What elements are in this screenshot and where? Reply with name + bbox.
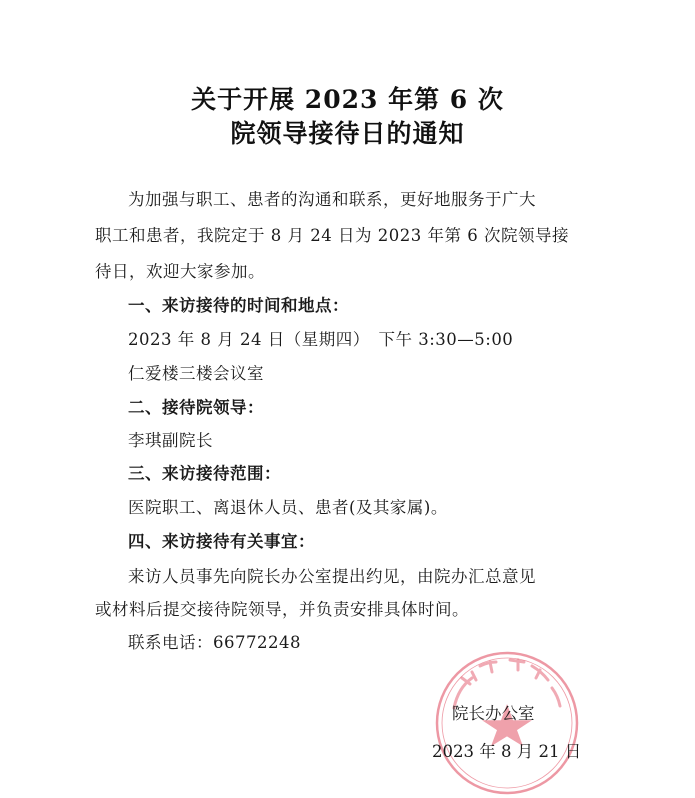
issue-date: 2023 年 8 月 21 日 bbox=[432, 742, 582, 761]
visit-time: 2023 年 8 月 24 日（星期四） 下午 3:30—5:00 bbox=[128, 330, 514, 349]
matters-line-2: 或材料后提交接待院领导，并负责安排具体时间。 bbox=[95, 600, 469, 619]
section-1-heading: 一、来访接待的时间和地点： bbox=[128, 296, 349, 315]
matters-line-1: 来访人员事先向院长办公室提出约见，由院办汇总意见 bbox=[128, 567, 536, 586]
intro-line-2: 职工和患者，我院定于 8 月 24 日为 2023 年第 6 次院领导接 bbox=[95, 226, 569, 245]
notice-title-line-2: 院领导接待日的通知 bbox=[230, 119, 465, 148]
reception-leader: 李琪副院长 bbox=[128, 431, 213, 450]
notice-title-line-1: 关于开展 2023 年第 6 次 bbox=[191, 85, 504, 114]
reception-scope: 医院职工、离退休人员、患者(及其家属)。 bbox=[128, 498, 448, 517]
section-3-heading: 三、来访接待范围： bbox=[128, 464, 281, 483]
visit-place: 仁爱楼三楼会议室 bbox=[128, 364, 264, 383]
intro-line-3: 待日，欢迎大家参加。 bbox=[95, 262, 265, 281]
section-4-heading: 四、来访接待有关事宜： bbox=[128, 532, 315, 551]
issuing-office: 院长办公室 bbox=[452, 704, 535, 723]
section-2-heading: 二、接待院领导： bbox=[128, 398, 264, 417]
contact-phone: 联系电话：66772248 bbox=[128, 633, 301, 652]
intro-line-1: 为加强与职工、患者的沟通和联系，更好地服务于广大 bbox=[128, 190, 536, 209]
